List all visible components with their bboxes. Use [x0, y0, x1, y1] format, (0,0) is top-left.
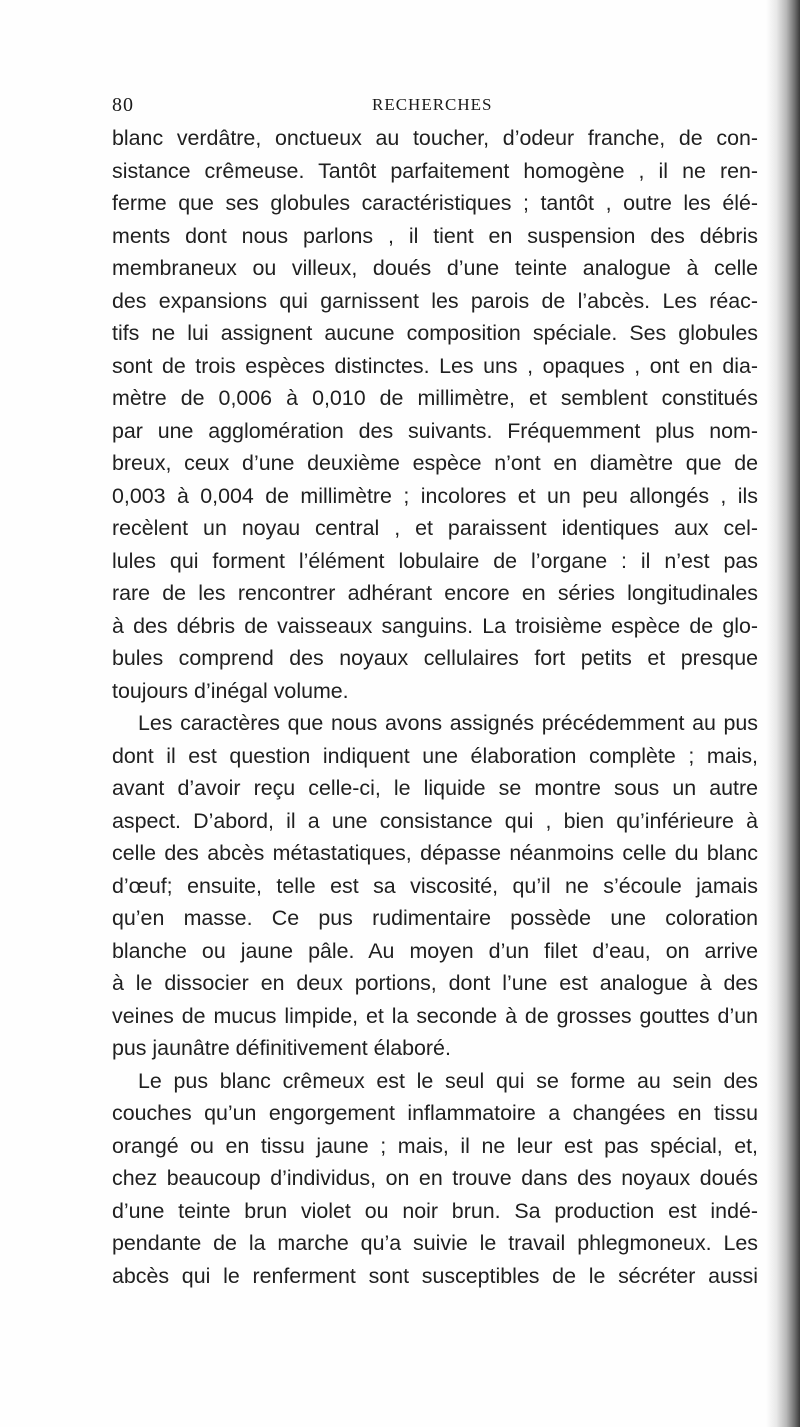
text-line: breux, ceux d’une deuxième espèce n’ont en diamètre que de: [112, 451, 758, 475]
text-line: rare de les rencontrer adhérant encore en séries longitudinales: [112, 581, 758, 605]
text-line: aspect. D’abord, il a une consistance qui , bien qu’inférieure à: [112, 808, 758, 833]
text-line: à des débris de vaisseaux sanguins. La troisième espèce de glo-: [112, 613, 758, 638]
text-line: blanche ou jaune pâle. Au moyen d’un filet d’eau, on arrive: [112, 938, 758, 963]
text-line: orangé ou en tissu jaune ; mais, il ne leur est pas spécial, et,: [112, 1133, 758, 1158]
text-line: Les caractères que nous avons assignés précédemment au pus: [138, 711, 758, 735]
text-line: membraneux ou villeux, doués d’une teinte analogue à celle: [112, 256, 758, 280]
text-line: couches qu’un engorgement inflammatoire a changées en tissu: [112, 1101, 758, 1125]
text-line: par une agglomération des suivants. Fréquemment plus nom-: [112, 418, 758, 443]
text-line: chez beaucoup d’individus, on en trouve dans des noyaux doués: [112, 1166, 758, 1190]
text-line: lules qui forment l’élément lobulaire de l’organe : il n’est pas: [112, 548, 758, 573]
text-line: tifs ne lui assignent aucune composition spéciale. Ses globules: [112, 321, 758, 345]
text-line: veines de mucus limpide, et la seconde à de grosses gouttes d’un: [112, 1003, 758, 1028]
text-line: pendante de la marche qu’a suivie le travail phlegmoneux. Les: [112, 1231, 758, 1255]
text-line: d’œuf; ensuite, telle est sa viscosité, qu’il ne s’écoule jamais: [112, 873, 758, 898]
text-line: pus jaunâtre définitivement élaboré.: [112, 1036, 451, 1060]
text-line: recèlent un noyau central , et paraissent identiques aux cel-: [112, 516, 758, 540]
text-line: abcès qui le renferment sont susceptibles de le sécréter aussi: [112, 1263, 758, 1288]
text-line: Le pus blanc crêmeux est le seul qui se forme au sein des: [138, 1068, 758, 1093]
text-line: bules comprend des noyaux cellulaires fort petits et presque: [112, 646, 758, 670]
text-line: sistance crêmeuse. Tantôt parfaitement homogène , il ne ren-: [112, 158, 758, 183]
page-binding-edge: [766, 0, 800, 1427]
text-line: mètre de 0,006 à 0,010 de millimètre, et semblent constitués: [112, 386, 758, 410]
page-number: 80: [112, 94, 134, 116]
text-line: celle des abcès métastatiques, dépasse néanmoins celle du blanc: [112, 841, 758, 865]
text-line: ferme que ses globules caractéristiques ; tantôt , outre les élé-: [112, 191, 758, 215]
text-line: à le dissocier en deux portions, dont l’une est analogue à des: [112, 971, 758, 995]
text-line: 0,003 à 0,004 de millimètre ; incolores et un peu allongés , ils: [112, 483, 758, 508]
page-header: [112, 94, 752, 118]
text-line: ments dont nous parlons , il tient en suspension des débris: [112, 223, 758, 248]
text-line: qu’en masse. Ce pus rudimentaire possède une coloration: [112, 906, 758, 930]
body-text: [112, 122, 758, 1292]
text-line: toujours d’inégal volume.: [112, 678, 349, 703]
text-line: avant d’avoir reçu celle-ci, le liquide se montre sous un autre: [112, 776, 758, 800]
text-line: blanc verdâtre, onctueux au toucher, d’odeur franche, de con-: [112, 126, 758, 150]
text-line: dont il est question indiquent une élaboration complète ; mais,: [112, 743, 758, 768]
text-line: sont de trois espèces distinctes. Les uns , opaques , ont en dia-: [112, 353, 758, 378]
text-line: d’une teinte brun violet ou noir brun. Sa production est indé-: [112, 1198, 758, 1223]
text-line: des expansions qui garnissent les parois de l’abcès. Les réac-: [112, 288, 758, 313]
running-title: RECHERCHES: [372, 95, 493, 114]
